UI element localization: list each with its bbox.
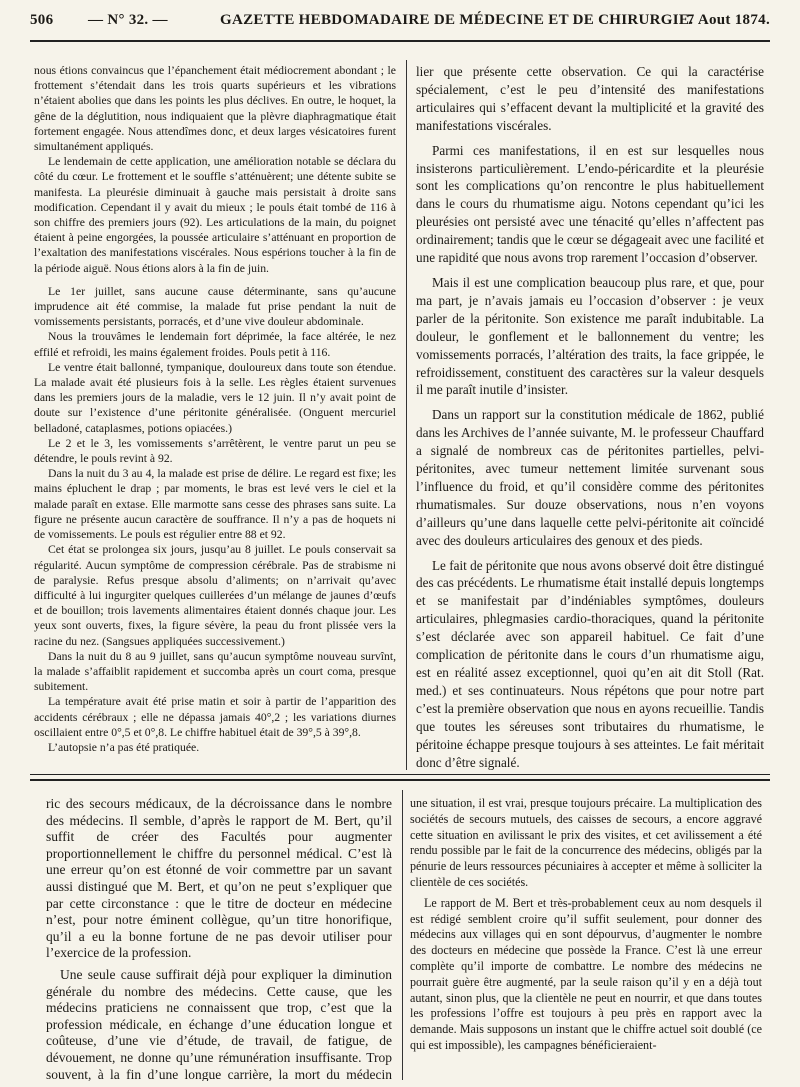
paragraph: lier que présente cette observation. Ce qui la caractérise spécialement, c’est le peu d’intensité des manifestations articulaires qui s’effacent devant la multiplicité et la gravité des manifestations viscérales. (416, 64, 764, 133)
paragraph: Une seule cause suffirait déjà pour expliquer la diminution générale du nombre des médecins. Cette cause, que les médecins praticiens ne connaissent que trop, c’est que la profession médicale, en échange d’une éducation longue et coûteuse, d’une vie d’étude, de travail, de fatigue, de dévouement, ne donne qu’une rémunération insuffisante. Trop souvent, à la fin d’une longue carrière, la mort du médecin (46, 966, 392, 1081)
paragraph: Le lendemain de cette application, une amélioration notable se déclara du côté du cœur. Le frottement et le souffle s’atténuèrent; une détente subite se manifesta. La pleurésie diminuait à gauche mais persistait à droite sans modification. Cependant il y avait du mieux ; le pouls était tombé de 116 à son chiffre des premiers jours (92). Les articulations de la main, du poignet étaient à peine engorgées, la poussée articulaire s’atténuant en proportion de l’exaltation des manifestations viscérales. Nous espérions toucher à la fin de la période aiguë. Nous étions alors à la fin de juin. (34, 155, 396, 275)
column-right-bottom (410, 796, 762, 1081)
paragraph: une situation, il est vrai, presque toujours précaire. La multiplication des sociétés de secours mutuels, des caisses de secours, a encore aggravé cette situation en avilissant le prix des visites, et cet avilissement a été rendu possible par le fait de la concurrence des médecins, obligés par la pénurie de leurs ressources pécuniaires à accepter et même à solliciter la clientèle de ces sociétés. (410, 796, 762, 889)
column-divider (402, 790, 403, 1080)
paragraph: La température avait été prise matin et soir à partir de l’apparition des accidents cérébraux ; elle ne dépassa jamais 40°,2 ; les variations diurnes oscillaient entre 0°,5 et 0°,8. Le chiffre habituel était de 39°,5 à 39°,8. (34, 695, 396, 739)
paragraph: Dans la nuit du 8 au 9 juillet, sans qu’aucun symptôme nouveau survînt, la malade s’affaiblit rapidement et succomba après un court coma, presque subitement. (34, 649, 396, 694)
paragraph: Le ventre était ballonné, tympanique, douloureux dans toute son étendue. La malade avait été plusieurs fois à la selle. Les règles étaient survenues dans les premiers jours de la maladie, vers le 12 juin. Il n’y avait point de doute sur l’existence d’une péritonite généralisée. (Onguent mercuriel belladoné, cataplasmes, potions opiacées.) (34, 360, 396, 435)
paragraph: Le fait de péritonite que nous avons observé doit être distingué des cas précédents. Le rhumatisme était installé depuis longtemps et se manifestait par d’indéniables symptômes, douleurs articulaires, phlegmasies cardio-thoraciques, quand la péritonite s’est déclarée avec son appareil habituel. Ce fait d’une complication de péritonite dans le cours d’un rhumatisme aigu, est en réalité assez exceptionnel, quoi qu’en ait dit Stoll (Rat. med.) et ses continuateurs. Nous répétons que pour notre part c’est la première observation que nous en ayons recueillie. Tandis que toutes les séreuses sont tributaires du rhumatisme, le péritoine échappe presque toujours à ses atteintes. Le fait méritait donc d’être signalé. (416, 557, 764, 770)
paragraph: Cet état se prolongea six jours, jusqu’au 8 juillet. Le pouls conservait sa régularité. Aucun symptôme de compression cérébrale. Pas de strabisme ni de paralysie. Refus presque absolu d’aliments; on n’arrivait qu’avec difficulté à lui ingurgiter quelques cuillerées d’un mélange de jaunes d’œufs et de bouillon; trois lavements alimentaires étaient donnés chaque jour. Les yeux sont ouverts, fixes, la figure sévère, la peau du front plissée vers la racine du nez. (Sangsues appliquées successivement.) (34, 543, 396, 648)
paragraph: Mais il est une complication beaucoup plus rare, et que, pour ma part, je n’avais jamais eu l’occasion d’observer : je veux parler de la péritonite. Son existence me paraît indubitable. La douleur, le gonflement et le ballonnement du ventre; les vomissements porracés, l’altération des traits, la face grippée, le refroidissement, constituent des caractères sur la valeur desquels il me paraît inutile d’insister. (416, 274, 764, 398)
paragraph: nous étions convaincus que l’épanchement était médiocrement abondant ; le frottement s’étendait dans les trois quarts supérieurs et les vibrations n’étaient abolies que dans les points les plus déclives. En outre, le hoquet, la gêne de la déglutition, nous indiquaient que la plèvre diaphragmatique était fortement engagée. Nous attendîmes donc, et deux larges vésicatoires furent simultanément appliqués. (34, 64, 396, 154)
section-rule (30, 774, 770, 775)
column-divider (406, 60, 407, 770)
paragraph: Dans un rapport sur la constitution médicale de 1862, publié dans les Archives de l’année suivante, M. le professeur Chauffard a signalé de nombreux cas de péritonites partielles, pelvi-péritonites, avec tumeur nettement limitée survenant sous l’influence du froid, et qu’il considère comme des péritonites rhumatismales. Sur douze observations, nous n’en voyons d’ailleurs qu’une dans laquelle cette pelvi-péritonite ait coïncidé avec des douleurs articulaires des genoux et des pieds. (416, 407, 764, 548)
column-left-top (34, 63, 396, 773)
column-left-bottom (46, 796, 392, 1081)
paragraph: Parmi ces manifestations, il en est sur lesquelles nous insisterons particulièrement. L’endo-péricardite et la pleurésie sont les complications qu’on rencontre le plus habituellement dans le cours du rhumatisme aigu. Notons cependant qu’ici les pleurésies ont persisté avec une ténacité qu’elles n’affectent pas ordinairement; tandis que le cœur se dégageait avec une facilité et une rapidité que nous avons trop rarement l’occasion d’observer. (416, 142, 764, 266)
paragraph: Nous la trouvâmes le lendemain fort déprimée, la face altérée, le nez effilé et refroidi, les mains également froides. Pouls petit à 116. (34, 330, 396, 359)
journal-title: GAZETTE HEBDOMADAIRE DE MÉDECINE ET DE CHIRURGIE. (220, 12, 694, 28)
column-right-top (416, 63, 764, 773)
paragraph: Le 1er juillet, sans aucune cause déterminante, sans qu’aucune imprudence ait été commise, la malade fut prise pendant la nuit de vomissements persistants, porracés, et d’une vive douleur abdominale. (34, 284, 396, 329)
header-rule (30, 40, 770, 42)
paragraph: Le 2 et le 3, les vomissements s’arrêtèrent, le ventre parut un peu se détendre, le pouls revint à 92. (34, 436, 396, 466)
issue-date: 7 Aout 1874. (686, 12, 770, 28)
paragraph: ric des secours médicaux, de la décroissance dans le nombre des médecins. Il semble, d’après le rapport de M. Bert, qu’il suffit de créer des Facultés pour augmenter proportionnellement le chiffre du personnel médical. C’est là une erreur qu’on est étonné de voir commettre par un savant aussi distingué que M. Bert, et qu’on ne peut s’expliquer que par cette circonstance : que le titre de docteur en médecine n’est, pour notre éminent collègue, qu’un titre honorifique, qu’il a eu la bonne fortune de ne pas devoir utiliser pour l’exercice de la profession. (46, 796, 392, 961)
page-header (30, 4, 770, 34)
section-rule (30, 779, 770, 781)
issue-number: — N° 32. — (88, 12, 168, 28)
paragraph: Le rapport de M. Bert et très-probablement ceux au nom desquels il est rédigé semblent croire qu’il suffit seulement, pour donner des médecins aux villages qui en sont dépourvus, d’augmenter le nombre des docteurs en médecine que possède la France. C’est là une erreur complète qu’il importe de combattre. Le nombre des médecins ne pourrait guère être augmenté, par la seule raison qu’il y en a déjà tout autant, sinon plus, que la clientèle ne peut en nourrir, et que dans toutes les professions l’offre est toujours à peu près en rapport avec la demande. Mais supposons un instant que le chiffre actuel soit doublé (ce qui est impossible), les campagnes bénéficieraient- (410, 895, 762, 1052)
paragraph: Dans la nuit du 3 au 4, la malade est prise de délire. Le regard est fixe; les mains épluchent le drap ; par moments, le bras est levé vers le ciel et la malade paraît en extase. Elle marmotte sans cesse des phrases sans suite. La figure ne présente aucun caractère de souffrance. Il n’y a pas de hoquets ni de vomissements. Le pouls est régulier entre 88 et 92. (34, 467, 396, 542)
paragraph: L’autopsie n’a pas été pratiquée. (48, 740, 200, 754)
page-number: 506 (30, 12, 54, 28)
